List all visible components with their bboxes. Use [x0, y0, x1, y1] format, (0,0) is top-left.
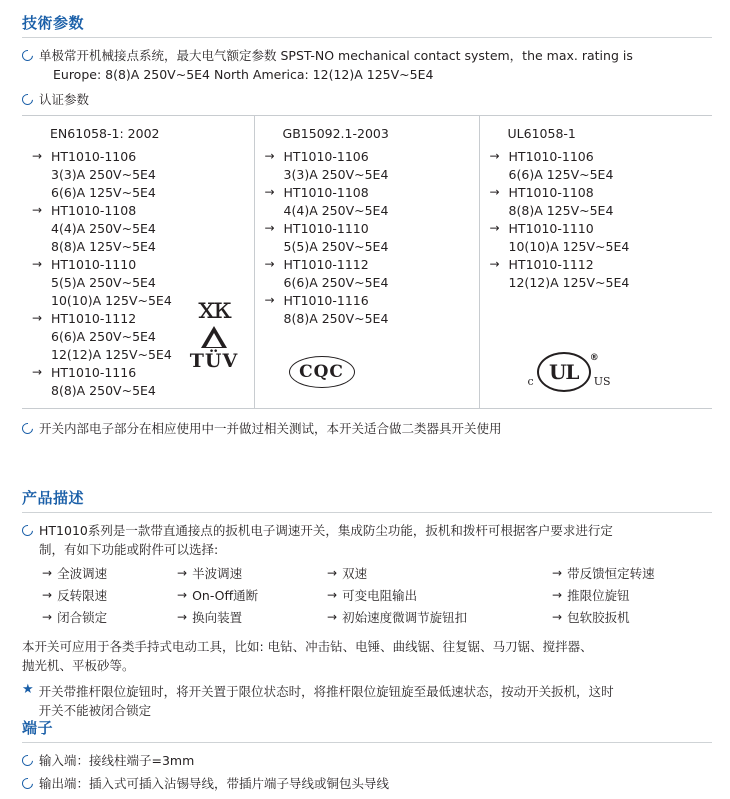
- ring-bullet-icon: [20, 48, 35, 63]
- feature-label: 包软胶扳机: [567, 610, 630, 625]
- cert-column-en61058: [22, 116, 255, 408]
- tech-rating-line2: Europe: 8(8)A 250V~5E4 North America: 12(12)A 125V~5E4: [53, 67, 434, 82]
- arrow-right-icon: →: [264, 221, 275, 235]
- tech-rating-line1: 单极常开机械接点系统，最大电气额定参数 SPST-NO mechanical contact system，the max. rating is: [39, 48, 633, 63]
- product-section: [22, 487, 712, 720]
- feature-label: 闭合锁定: [57, 610, 108, 625]
- feature-item: [327, 587, 552, 605]
- cert-standard-title: EN61058-1: 2002: [50, 126, 160, 141]
- tech-note-row: [22, 419, 712, 438]
- arrow-right-icon: →: [32, 149, 43, 163]
- ul-logo-text: UL: [548, 360, 579, 384]
- cert-model-row: [32, 202, 248, 220]
- tuv-triangle-icon: [201, 326, 227, 348]
- cert-rating: 8(8)A 125V~5E4: [51, 239, 156, 254]
- feature-label: 全波调速: [57, 566, 108, 581]
- cert-model-row: [32, 148, 248, 166]
- ul-logo: [528, 352, 611, 392]
- ring-bullet-icon: [20, 776, 35, 791]
- cert-model-label: HT1010-1106: [508, 149, 594, 164]
- arrow-right-icon: →: [327, 588, 338, 602]
- product-desc-line1: HT1010系列是一款带直通接点的扳机电子调速开关，集成防尘功能，扳机和拨杆可根据客户要求进行定: [39, 523, 613, 538]
- tech-section: [22, 12, 712, 438]
- cert-rating: 12(12)A 125V~5E4: [51, 347, 172, 362]
- cert-rating: 6(6)A 250V~5E4: [283, 275, 389, 290]
- cert-model-row: [490, 148, 706, 166]
- cert-rating: 10(10)A 125V~5E4: [508, 239, 630, 254]
- feature-item: [177, 565, 327, 583]
- cert-standard-title: UL61058-1: [507, 126, 576, 141]
- feature-label: 反转限速: [57, 588, 108, 603]
- cert-rating: 6(6)A 125V~5E4: [508, 167, 614, 182]
- terminal-section-title: 端子: [22, 719, 54, 737]
- cert-model-label: HT1010-1106: [51, 149, 137, 164]
- cert-rating: 8(8)A 250V~5E4: [51, 383, 156, 398]
- feature-label: 初始速度微调节旋钮扣: [342, 610, 468, 625]
- feature-item: [327, 609, 552, 627]
- cert-model-label: HT1010-1110: [508, 221, 594, 236]
- terminal-section: [22, 717, 712, 793]
- cert-column-gb15092: [255, 116, 480, 408]
- tuv-mark-icon: xк: [198, 291, 230, 326]
- cert-rating: 10(10)A 125V~5E4: [51, 293, 172, 308]
- cert-standard-title: GB15092.1-2003: [282, 126, 389, 141]
- arrow-right-icon: →: [489, 221, 500, 235]
- arrow-right-icon: →: [327, 566, 338, 580]
- cert-model-label: HT1010-1112: [283, 257, 369, 272]
- cert-rating: 3(3)A 250V~5E4: [283, 167, 389, 182]
- cert-rating: 6(6)A 250V~5E4: [51, 329, 156, 344]
- cert-model-label: HT1010-1110: [51, 257, 137, 272]
- star-icon: ★: [22, 682, 34, 697]
- cert-model-row: [265, 148, 473, 166]
- feature-item: [552, 565, 712, 583]
- feature-item: [22, 565, 177, 583]
- feature-grid: [22, 565, 712, 627]
- feature-item: [552, 587, 712, 605]
- cert-model-label: HT1010-1116: [283, 293, 369, 308]
- feature-label: 推限位旋钮: [567, 588, 630, 603]
- feature-label: 双速: [342, 566, 368, 581]
- arrow-right-icon: →: [552, 566, 563, 580]
- ring-bullet-icon: [20, 753, 35, 768]
- arrow-right-icon: →: [32, 203, 43, 217]
- tech-section-title: 技術参数: [22, 14, 85, 32]
- arrow-right-icon: →: [552, 588, 563, 602]
- star-note-line2: 开关不能被闭合锁定: [38, 703, 152, 718]
- ring-bullet-icon: [20, 421, 35, 436]
- arrow-right-icon: →: [42, 588, 53, 602]
- product-desc-row: [22, 521, 712, 559]
- arrow-right-icon: →: [264, 257, 275, 271]
- arrow-right-icon: →: [264, 185, 275, 199]
- cert-model-row: [265, 184, 473, 202]
- feature-item: [552, 609, 712, 627]
- ul-us-mark-text: US: [593, 375, 611, 388]
- cert-rating: 8(8)A 125V~5E4: [508, 203, 614, 218]
- tuv-logo: [174, 291, 254, 372]
- cert-model-label: HT1010-1112: [508, 257, 594, 272]
- cert-rating: 5(5)A 250V~5E4: [51, 275, 156, 290]
- arrow-right-icon: →: [552, 610, 563, 624]
- feature-item: [22, 587, 177, 605]
- arrow-right-icon: →: [489, 149, 500, 163]
- arrow-right-icon: →: [489, 185, 500, 199]
- terminal-input-row: [22, 751, 712, 770]
- cert-rating: 12(12)A 125V~5E4: [508, 275, 630, 290]
- ul-c-mark-text: c: [527, 375, 534, 388]
- arrow-right-icon: →: [42, 610, 53, 624]
- cert-model-label: HT1010-1108: [508, 185, 594, 200]
- arrow-right-icon: →: [177, 566, 188, 580]
- cert-model-row: [265, 292, 473, 310]
- ul-mark-icon: [537, 352, 598, 392]
- arrow-right-icon: →: [327, 610, 338, 624]
- cert-rating: 6(6)A 125V~5E4: [51, 185, 156, 200]
- feature-item: [22, 609, 177, 627]
- feature-item: [177, 587, 327, 605]
- cert-model-label: HT1010-1110: [283, 221, 369, 236]
- application-line1: 本开关可应用于各类手持式电动工具，比如: 电钻、冲击钻、电锤、曲线锯、往复锯、马刀锯、搅拌器、: [22, 639, 593, 654]
- cert-model-label: HT1010-1116: [51, 365, 137, 380]
- arrow-right-icon: →: [42, 566, 53, 580]
- arrow-right-icon: →: [32, 365, 43, 379]
- ring-bullet-icon: [20, 92, 35, 107]
- arrow-right-icon: →: [32, 311, 43, 325]
- registered-icon: ®: [589, 353, 598, 363]
- tech-title-rule: [22, 37, 712, 38]
- feature-label: 半波调速: [192, 566, 243, 581]
- cqc-logo-text: CQC: [299, 362, 344, 382]
- arrow-right-icon: →: [177, 610, 188, 624]
- arrow-right-icon: →: [489, 257, 500, 271]
- cert-model-label: HT1010-1108: [51, 203, 137, 218]
- tech-rating-row: [22, 46, 712, 84]
- cert-rating: 4(4)A 250V~5E4: [51, 221, 156, 236]
- arrow-right-icon: →: [177, 588, 188, 602]
- star-note-row: [22, 682, 712, 720]
- ring-bullet-icon: [20, 523, 35, 538]
- arrow-right-icon: →: [264, 149, 275, 163]
- cert-model-label: HT1010-1112: [51, 311, 137, 326]
- arrow-right-icon: →: [264, 293, 275, 307]
- cert-model-row: [265, 256, 473, 274]
- feature-label: On-Off通断: [192, 588, 259, 603]
- terminal-output-text: 输出端：插入式可插入沾锡导线，带插片端子导线或铜包头导线: [39, 776, 390, 791]
- cert-rating: 5(5)A 250V~5E4: [283, 239, 389, 254]
- cert-model-label: HT1010-1106: [283, 149, 369, 164]
- star-note-line1: 开关带推杆限位旋钮时，将开关置于限位状态时，将推杆限位旋钮旋至最低速状态，按动开关扳机，这时: [38, 684, 614, 699]
- product-desc-line2: 制，有如下功能或附件可以选择:: [39, 542, 219, 557]
- feature-item: [327, 565, 552, 583]
- cert-model-label: HT1010-1108: [283, 185, 369, 200]
- application-line2: 抛光机、平板砂等。: [22, 658, 135, 673]
- cert-model-row: [265, 220, 473, 238]
- product-title-rule: [22, 512, 712, 513]
- cert-rating: 8(8)A 250V~5E4: [283, 311, 389, 326]
- cert-model-row: [490, 256, 706, 274]
- cert-column-ul61058: [480, 116, 712, 408]
- feature-label: 可变电阻输出: [342, 588, 418, 603]
- terminal-title-rule: [22, 742, 712, 743]
- cert-model-row: [32, 256, 248, 274]
- arrow-right-icon: →: [32, 257, 43, 271]
- tuv-logo-text: TÜV: [189, 350, 239, 372]
- feature-label: 换向装置: [192, 610, 243, 625]
- cert-model-row: [490, 220, 706, 238]
- feature-label: 带反馈恒定转速: [567, 566, 655, 581]
- terminal-output-row: [22, 774, 712, 793]
- cert-rating: 4(4)A 250V~5E4: [283, 203, 389, 218]
- cert-rating: 3(3)A 250V~5E4: [51, 167, 156, 182]
- cert-params-label: 认证参数: [39, 92, 90, 107]
- terminal-input-text: 输入端：接线柱端子=3mm: [39, 753, 195, 768]
- tech-note-text: 开关内部电子部分在相应使用中一并做过相关测试，本开关适合做二类器具开关使用: [39, 421, 502, 436]
- certification-table: [22, 115, 712, 409]
- feature-item: [177, 609, 327, 627]
- cqc-logo: [289, 356, 355, 388]
- application-block: [22, 637, 712, 675]
- cert-params-row: [22, 90, 712, 109]
- cert-model-row: [490, 184, 706, 202]
- product-section-title: 产品描述: [22, 489, 85, 507]
